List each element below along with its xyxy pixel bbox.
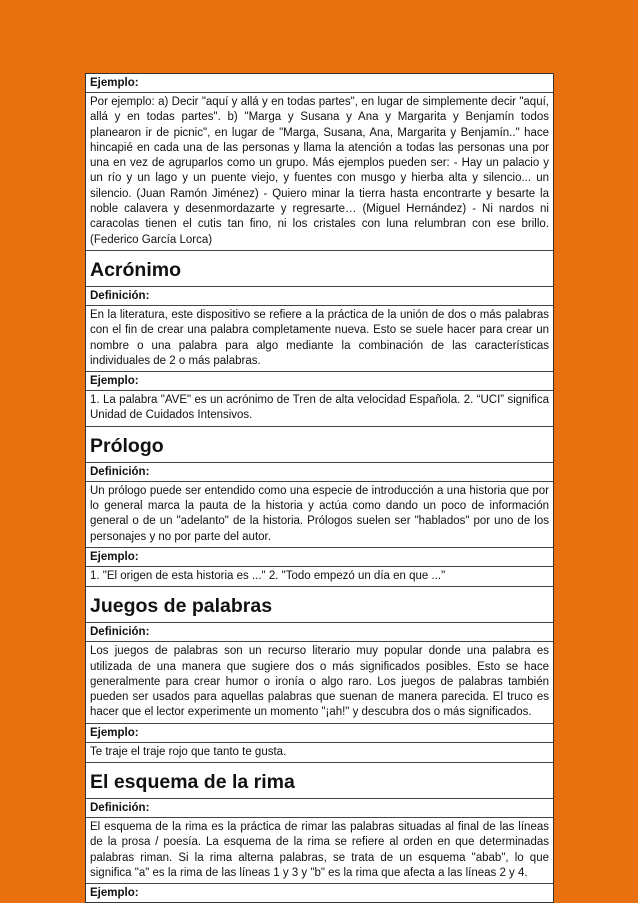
definition-label: Definición: (86, 799, 553, 818)
example-text: 1. La palabra "AVE" es un acrónimo de Tren de alta velocidad Española. 2. “UCI” significa Unidad de Cuidados Intensivos. (86, 391, 553, 427)
example-label: Ejemplo: (86, 548, 553, 567)
term-title: Juegos de palabras (86, 587, 553, 623)
example-label: Ejemplo: (86, 74, 553, 93)
definition-text: Un prólogo puede ser entendido como una especie de introducción a una historia que por lo general marca la pauta de la historia y actúa como dando un poco de información general o de un "adelanto" de la historia. Prólogos suelen ser "hablados" por uno de los personajes y no por parte del autor. (86, 482, 553, 548)
term-title: El esquema de la rima (86, 763, 553, 799)
example-text: 1. "El origen de esta historia es ..." 2. "Todo empezó un día en que ..." (86, 567, 553, 587)
definition-label: Definición: (86, 463, 553, 482)
example-label: Ejemplo: (90, 887, 139, 900)
example-text: Por ejemplo: a) Decir "aquí y allá y en todas partes", en lugar de simplemente decir "aquí, allá y en todas partes". b) "Marga y Susana y Ana y Margarita y Benjamín todos planearon ir de picnic", en lugar de "Marga, Susana, Ana, Margarita y Benjamín.." hace hincapié en cada una de las personas y llama la atención a todas las personas una por una en vez de agruparlos como un grupo. Más ejemplos pueden ser: - Hay un palacio y un río y un lago y un puente viejo, y fuentes con musgo y hierba alta y silencio... un silencio. (Juan Ramón Jiménez) - Quiero minar la tierra hasta encontrarte y besarte la noble calavera y desenmordazarte y regresarte… (Miguel Hernández) - Ni nardos ni caracolas tienen el cutis tan fino, ni los cristales con luna relumbran con ese brillo. (Federico García Lorca) (86, 93, 553, 251)
definition-label: Definición: (86, 287, 553, 306)
example-label: Ejemplo: (86, 372, 553, 391)
definition-text: Los juegos de palabras son un recurso literario muy popular donde una palabra es utilizada de una manera que sugiere dos o más significados posibles. Esto se hace generalmente para crear humor o ironía o algo raro. Los juegos de palabras también pueden ser usados para aquellas palabras que suenan de manera parecida. El truco es hacer que el lector experimente un momento "¡ah!" y descubra dos o más significados. (86, 642, 553, 723)
definition-text: El esquema de la rima es la práctica de rimar las palabras situadas al final de las líneas de la prosa / poesía. La esquema de la rima se refiere al orden en que determinadas palabras riman. Si la rima alterna palabras, se trata de un esquema "abab", lo que significa "a" es la rima de las líneas 1 y 3 y "b" es la rima que afecta a las líneas 2 y 4. (86, 818, 553, 884)
example-text: Te traje el traje rojo que tanto te gusta. (86, 743, 553, 763)
term-title: Acrónimo (86, 251, 553, 287)
term-title: Prólogo (86, 427, 553, 463)
definition-label: Definición: (86, 623, 553, 642)
glossary-table (85, 73, 554, 903)
example-label: Ejemplo: (86, 724, 553, 743)
definition-text: En la literatura, este dispositivo se refiere a la práctica de la unión de dos o más palabras con el fin de crear una palabra completamente nueva. Esto se suele hacer para crear un nombre o una palabra para algo mediante la combinación de las características individuales de 2 o más palabras. (86, 306, 553, 372)
